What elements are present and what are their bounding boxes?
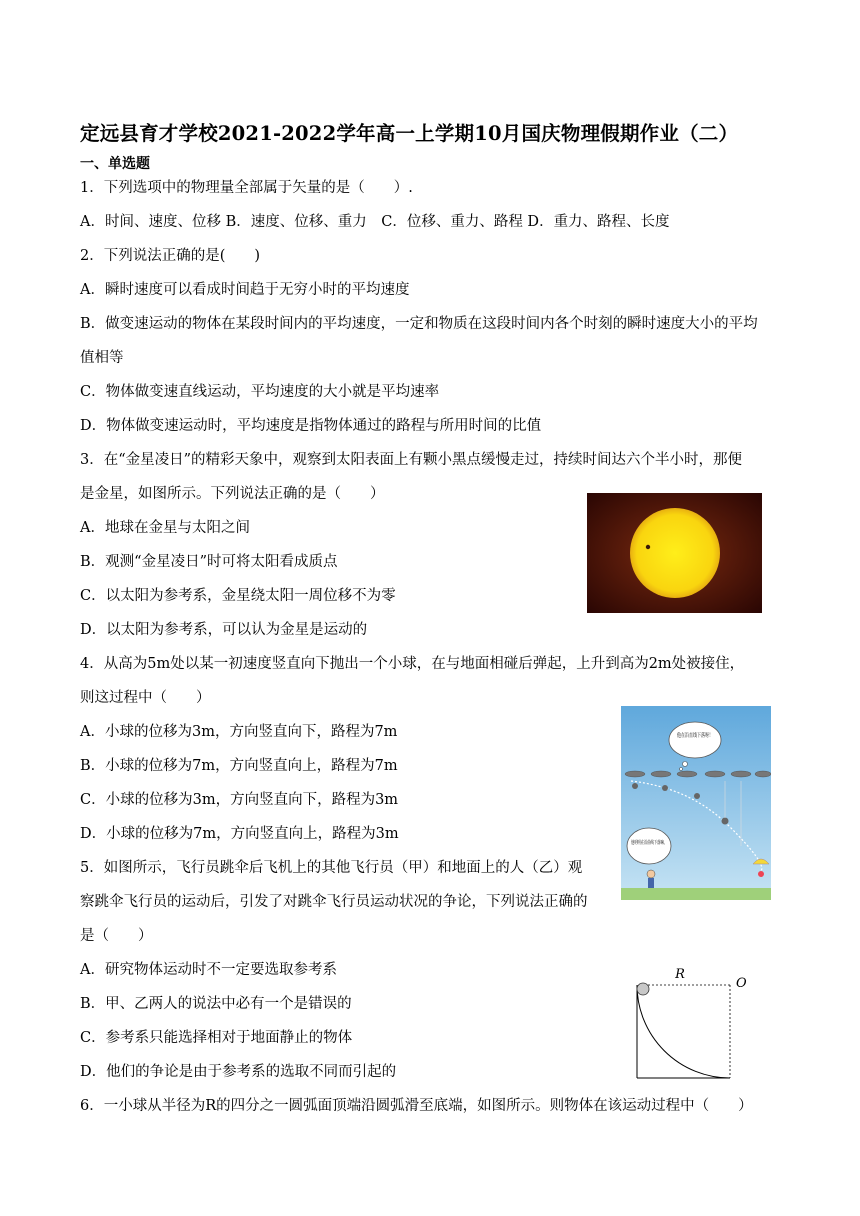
question-5-stem-cont-2: 是（ ） bbox=[80, 928, 153, 944]
question-3-option-a: A．地球在金星与太阳之间 bbox=[80, 520, 250, 536]
question-2-option-b: B．做变速运动的物体在某段时间内的平均速度，一定和物质在这段时间内各个时刻的瞬时速度大小的平均 bbox=[80, 316, 758, 332]
question-4-option-d: D．小球的位移为7m，方向竖直向上，路程为3m bbox=[80, 826, 399, 842]
question-3-option-c: C．以太阳为参考系，金星绕太阳一周位移不为零 bbox=[80, 588, 396, 604]
bubble-text-top: 他在沿直线下落呀！ bbox=[677, 733, 727, 739]
question-1-options: A．时间、速度、位移 B．速度、位移、重力 C．位移、重力、路程 D．重力、路程、长度 bbox=[80, 214, 670, 230]
question-2-option-a: A．瞬时速度可以看成时间趋于无穷小时的平均速度 bbox=[80, 282, 410, 298]
question-2-option-b-cont: 值相等 bbox=[80, 350, 124, 366]
question-5-option-a: A．研究物体运动时不一定要选取参考系 bbox=[80, 962, 337, 978]
question-5-option-d: D．他们的争论是由于参考系的选取不同而引起的 bbox=[80, 1064, 397, 1080]
venus-dot bbox=[646, 545, 650, 549]
question-3-option-b: B．观测“金星凌日”时可将太阳看成质点 bbox=[80, 554, 338, 570]
page-title: 定远县育才学校2021-2022学年高一上学期10月国庆物理假期作业（二） bbox=[80, 122, 739, 145]
question-1-stem: 1．下列选项中的物理量全部属于矢量的是（ ）. bbox=[80, 180, 413, 196]
question-2-stem: 2．下列说法正确的是( ) bbox=[80, 248, 261, 264]
question-2-option-d: D．物体做变速运动时，平均速度是指物体通过的路程与所用时间的比值 bbox=[80, 418, 542, 434]
question-4-option-a: A．小球的位移为3m，方向竖直向下，路程为7m bbox=[80, 724, 398, 740]
question-2-option-c: C．物体做变速直线运动，平均速度的大小就是平均速率 bbox=[80, 384, 440, 400]
question-3-stem-cont: 是金星，如图所示。下列说法正确的是（ ） bbox=[80, 486, 385, 502]
arc-surface bbox=[637, 985, 730, 1078]
bubble-text-bottom: 他明明在沿曲线下落嘛。 bbox=[631, 840, 687, 846]
question-5-option-c: C．参考系只能选择相对于地面静止的物体 bbox=[80, 1030, 353, 1046]
parachute-cartoon bbox=[621, 706, 771, 900]
section-heading: 一、单选题 bbox=[80, 156, 150, 172]
question-5-stem-cont: 察跳伞飞行员的运动后，引发了对跳伞飞行员运动状况的争论，下列说法正确的 bbox=[80, 894, 588, 910]
ground-person bbox=[647, 870, 655, 878]
question-6-stem: 6．一小球从半径为R的四分之一圆弧面顶端沿圆弧滑至底端，如图所示。则物体在该运动过程中（ ） bbox=[80, 1098, 753, 1114]
venus-transit-image bbox=[587, 493, 762, 613]
question-5-stem: 5．如图所示，飞行员跳伞后飞机上的其他飞行员（甲）和地面上的人（乙）观 bbox=[80, 860, 583, 876]
question-3-stem: 3．在“金星凌日”的精彩天象中，观察到太阳表面上有颗小黑点缓慢走过，持续时间达六个半小时，那便 bbox=[80, 452, 743, 468]
label-o: O bbox=[736, 976, 747, 991]
label-r: R bbox=[675, 967, 685, 982]
ball bbox=[637, 983, 649, 995]
question-4-stem-cont: 则这过程中（ ） bbox=[80, 690, 211, 706]
question-3-option-d: D．以太阳为参考系，可以认为金星是运动的 bbox=[80, 622, 368, 638]
quarter-arc-diagram bbox=[630, 965, 750, 1083]
question-5-option-b: B．甲、乙两人的说法中必有一个是错误的 bbox=[80, 996, 352, 1012]
question-4-option-b: B．小球的位移为7m，方向竖直向上，路程为7m bbox=[80, 758, 398, 774]
speech-bubble-bottom bbox=[627, 828, 687, 864]
speech-bubble-top bbox=[669, 722, 727, 758]
question-4-option-c: C．小球的位移为3m，方向竖直向下，路程为3m bbox=[80, 792, 399, 808]
question-4-stem: 4．从高为5m处以某一初速度竖直向下抛出一个小球，在与地面相碰后弹起，上升到高为2m处被接住， bbox=[80, 656, 745, 672]
sun-disc bbox=[630, 508, 720, 598]
